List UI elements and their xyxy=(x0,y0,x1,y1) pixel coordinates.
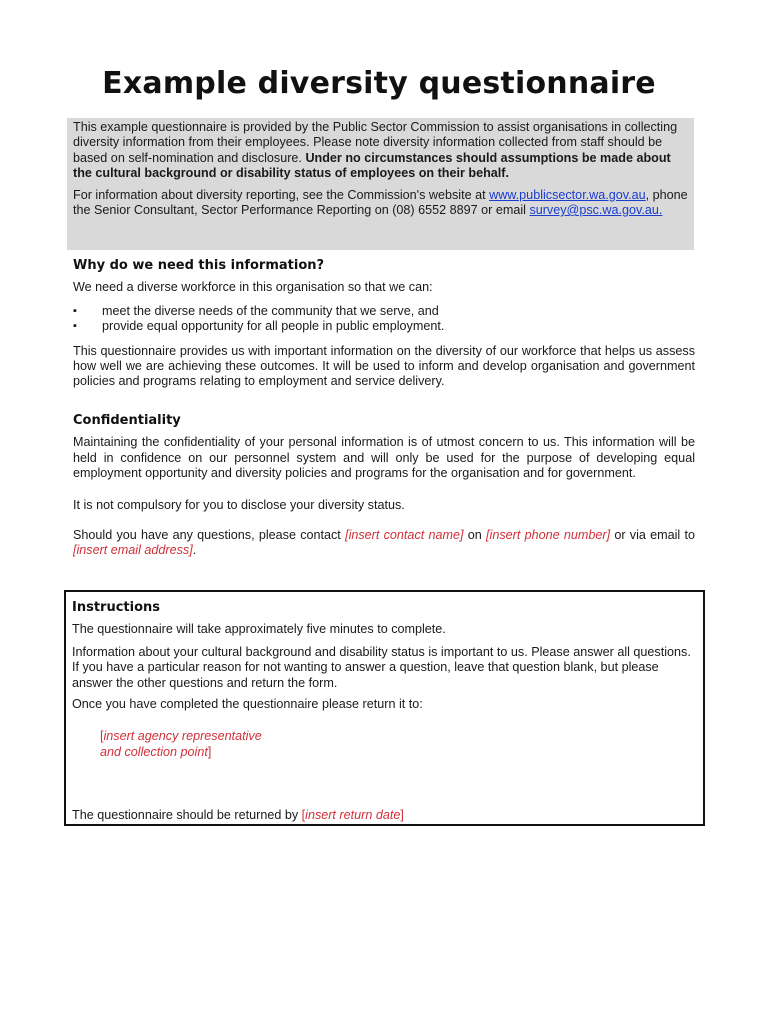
agency-representative-placeholder: insert agency representative xyxy=(103,729,262,744)
contact-or-text: or via email to xyxy=(610,528,695,543)
contact-on-text: on xyxy=(463,528,487,543)
page-title: Example diversity questionnaire xyxy=(102,66,656,101)
return-date-placeholder: insert return date xyxy=(305,808,401,822)
contact-prefix: Should you have any questions, please contact xyxy=(73,528,346,543)
why-bullet-list xyxy=(73,304,695,335)
collection-point-placeholder: and collection point xyxy=(100,744,208,759)
phone-number-placeholder: [insert phone number] xyxy=(486,528,611,543)
close-bracket: ] xyxy=(207,744,212,759)
bullet-icon: ▪ xyxy=(73,320,77,333)
why-heading: Why do we need this information? xyxy=(73,258,325,273)
confidentiality-section xyxy=(73,413,695,559)
intro-paragraph xyxy=(73,120,691,182)
list-item xyxy=(73,304,695,319)
contact-end: . xyxy=(192,543,197,558)
intro-notice-box xyxy=(67,118,694,250)
intro-contact-paragraph xyxy=(73,188,691,219)
intro-contact-phone-text: , phone the Senior Consultant, Sector Performance Reporting on (08) 6552 8897 or email xyxy=(73,187,688,218)
instructions-box xyxy=(64,590,705,826)
website-link[interactable]: www.publicsector.wa.gov.au xyxy=(489,187,646,202)
instructions-duration: The questionnaire will take approximately five minutes to complete. xyxy=(72,622,446,637)
bullet-icon: ▪ xyxy=(73,304,77,317)
intro-text: This example questionnaire is provided by the Public Sector Commission to assist organisations in collecting diversity information from their employees. Please note diversity information collected from staff should be based on self-nomination and disclosure. xyxy=(73,120,678,165)
intro-contact-text: For information about diversity reporting, see the Commission's website at xyxy=(73,187,490,202)
open-bracket: [ xyxy=(100,729,104,744)
why-paragraph: This questionnaire provides us with important information on the diversity of our workforce that helps us assess how well we are achieving these outcomes. It will be used to inform and develop organisation and government policies and programs relating to employment and service delivery. xyxy=(73,343,695,389)
instructions-heading: Instructions xyxy=(72,600,161,615)
confidentiality-heading: Confidentiality xyxy=(73,413,181,428)
return-by-line xyxy=(72,808,404,823)
why-section xyxy=(73,258,695,390)
bullet-text: meet the diverse needs of the community that we serve, and xyxy=(102,303,439,318)
close-bracket: ] xyxy=(400,808,404,822)
instructions-info: Information about your cultural background and disability status is important to us. Please answer all questions. If you have a particular reason for not wanting to answer a question, leave that question blank, but please answer the other questions and return the form. xyxy=(72,644,691,690)
return-to-placeholder xyxy=(100,729,697,760)
return-by-prefix: The questionnaire should be returned by xyxy=(72,808,302,822)
confidentiality-paragraph: Maintaining the confidentiality of your personal information is of utmost concern to us. This information will be held in confidence on our personnel system and will only be used for the purpose of developing equal employment opportunity and diversity policies and programs for the organisation and for government. xyxy=(73,435,695,481)
list-item xyxy=(73,319,695,334)
contact-paragraph xyxy=(73,528,695,559)
why-lead: We need a diverse workforce in this organisation so that we can: xyxy=(73,280,433,295)
open-bracket: [ xyxy=(301,808,306,822)
disclosure-note: It is not compulsory for you to disclose your diversity status. xyxy=(73,497,405,512)
contact-name-placeholder: [insert contact name] xyxy=(345,528,464,543)
email-link[interactable]: survey@psc.wa.gov.au. xyxy=(529,203,663,218)
email-address-placeholder: [insert email address] xyxy=(73,543,193,558)
intro-warning-text: Under no circumstances should assumptions be made about the cultural background or disability status of employees on their behalf. xyxy=(73,150,671,181)
instructions-return-lead: Once you have completed the questionnaire please return it to: xyxy=(72,697,423,712)
bullet-text: provide equal opportunity for all people in public employment. xyxy=(102,319,445,334)
